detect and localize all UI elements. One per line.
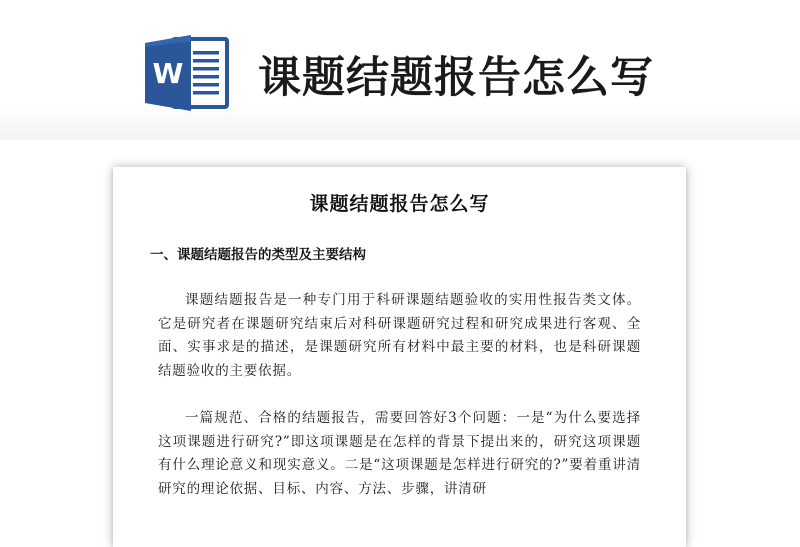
banner-title: 课题结题报告怎么写 bbox=[258, 53, 654, 103]
document-page bbox=[113, 167, 686, 547]
word-document-icon bbox=[143, 33, 231, 113]
word-icon-letter: W bbox=[152, 57, 184, 90]
paragraph: 课题结题报告是一种专门用于科研课题结题验收的实用性报告类文体。它是研究者在课题研究结束后对科研课题研究过程和研究成果进行客观、全面、实事求是的描述，是课题研究所有材料中最主要的材料，也是科研课题结题验收的主要依据。 bbox=[158, 292, 641, 379]
section-heading: 一、课题结题报告的类型及主要结构 bbox=[150, 247, 366, 263]
paragraph: 一篇规范、合格的结题报告，需要回答好3个问题：一是“为什么要选择这项课题进行研究?”即这项课题是在怎样的背景下提出来的，研究这项课题有什么理论意义和现实意义。二是“这项课题是怎样进行研究的?”要着重讲清研究的理论依据、目标、内容、方法、步骤，讲清研 bbox=[158, 410, 641, 497]
document-title: 课题结题报告怎么写 bbox=[309, 193, 490, 215]
